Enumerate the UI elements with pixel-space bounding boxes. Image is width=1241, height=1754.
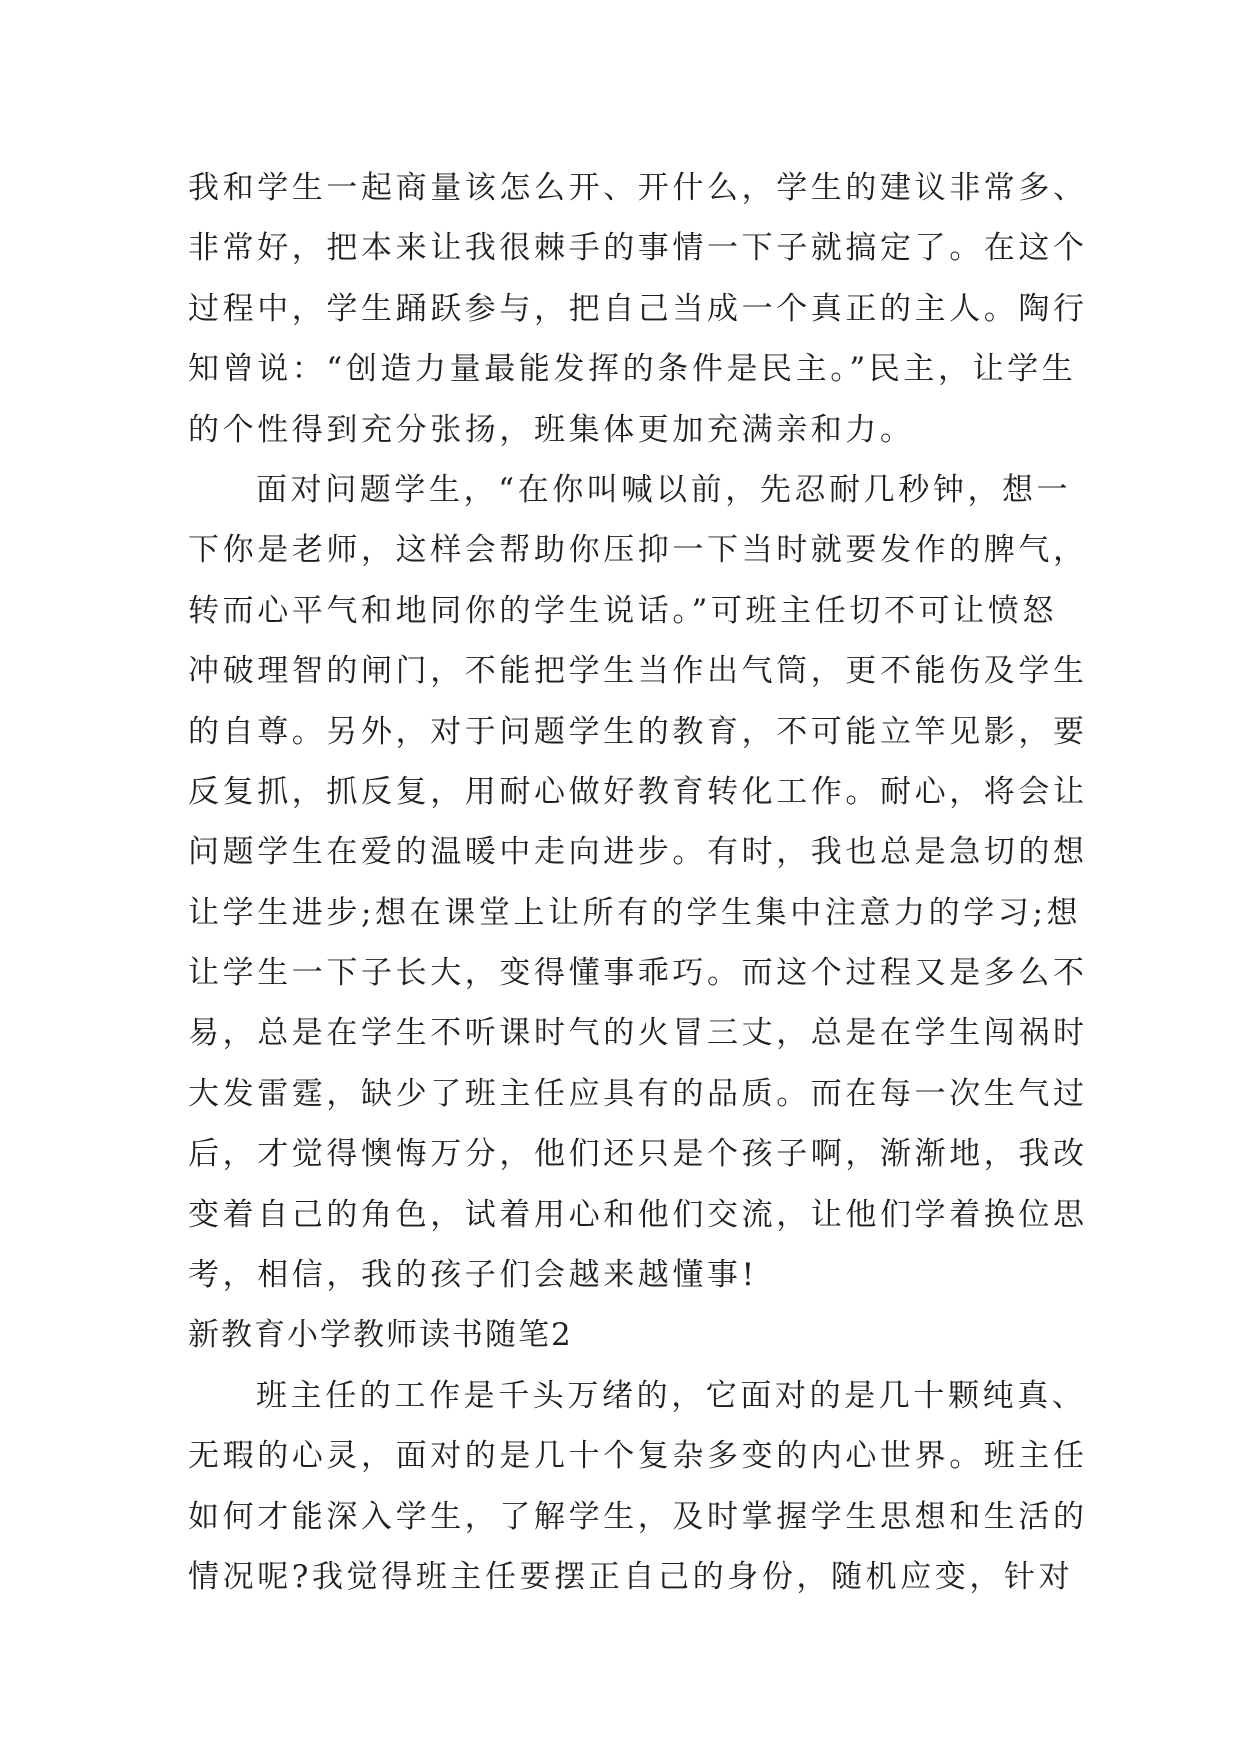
text-line: 变着自己的角色，试着用心和他们交流，让他们学着换位思 <box>188 1196 1088 1233</box>
text-line: 易，总是在学生不听课时气的火冒三丈，总是在学生闯祸时 <box>188 1015 1088 1052</box>
section-heading: 新教育小学教师读书随笔2 <box>188 1317 573 1354</box>
paragraph-first-line: 班主任的工作是千头万绪的，它面对的是几十颗纯真、 <box>256 1377 1087 1414</box>
text-line: 非常好，把本来让我很棘手的事情一下子就搞定了。在这个 <box>188 230 1088 267</box>
text-line: 后，才觉得懊悔万分，他们还只是个孩子啊，渐渐地，我改 <box>188 1136 1088 1173</box>
text-line: 情况呢?我觉得班主任要摆正自己的身份，随机应变，针对 <box>188 1558 1074 1595</box>
text-line: 的自尊。另外，对于问题学生的教育，不可能立竿见影，要 <box>188 713 1088 750</box>
text-line: 考，相信，我的孩子们会越来越懂事! <box>188 1257 758 1294</box>
text-line: 下你是老师，这样会帮助你压抑一下当时就要发作的脾气， <box>188 532 1088 569</box>
text-line: 过程中，学生踊跃参与，把自己当成一个真正的主人。陶行 <box>188 290 1088 327</box>
text-line: 如何才能深入学生，了解学生，及时掌握学生思想和生活的 <box>188 1498 1088 1535</box>
text-line: 问题学生在爱的温暖中走向进步。有时，我也总是急切的想 <box>188 834 1088 871</box>
text-line: 无瑕的心灵，面对的是几十个复杂多变的内心世界。班主任 <box>188 1438 1088 1475</box>
paragraph-first-line: 面对问题学生，“在你叫喊以前，先忍耐几秒钟，想一 <box>256 471 1072 508</box>
text-line: 让学生进步;想在课堂上让所有的学生集中注意力的学习;想 <box>188 894 1082 931</box>
text-line: 反复抓，抓反复，用耐心做好教育转化工作。耐心，将会让 <box>188 773 1088 810</box>
text-line: 的个性得到充分张扬，班集体更加充满亲和力。 <box>188 411 915 448</box>
text-line: 知曾说：“创造力量最能发挥的条件是民主。”民主，让学生 <box>188 351 1077 388</box>
text-line: 冲破理智的闸门，不能把学生当作出气筒，更不能伤及学生 <box>188 653 1088 690</box>
text-line: 让学生一下子长大，变得懂事乖巧。而这个过程又是多么不 <box>188 955 1088 992</box>
document-body <box>188 158 1088 1607</box>
text-line: 大发雷霆，缺少了班主任应具有的品质。而在每一次生气过 <box>188 1075 1088 1112</box>
text-line: 我和学生一起商量该怎么开、开什么，学生的建议非常多、 <box>188 170 1088 206</box>
text-line: 转而心平气和地同你的学生说话。”可班主任切不可让愤怒 <box>188 592 1057 629</box>
